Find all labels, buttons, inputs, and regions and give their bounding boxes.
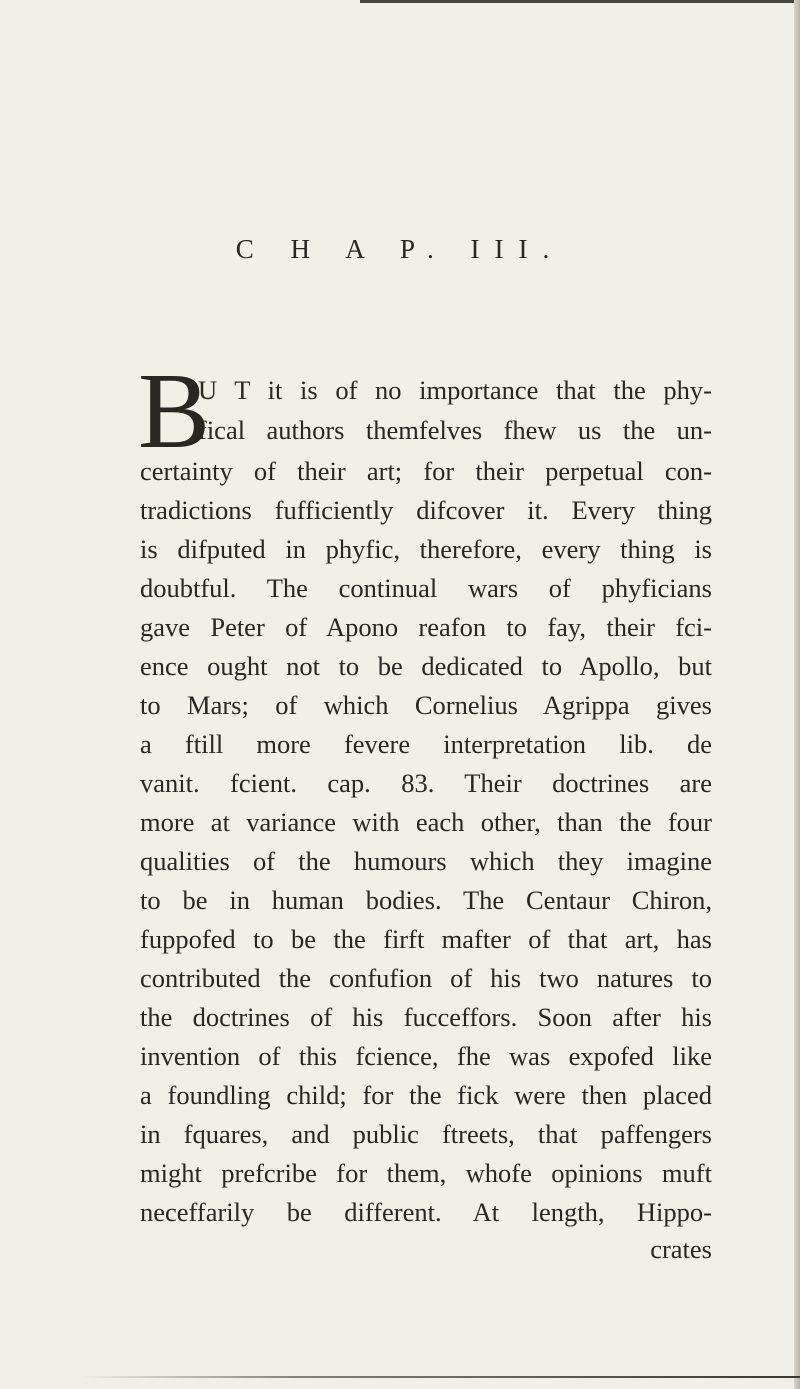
text-line-15: fuppofed to be the firft mafter of that art, has <box>140 924 712 954</box>
text-line-3: certainty of their art; for their perpetual con- <box>140 456 712 486</box>
text-line-6: doubtful. The continual wars of phyficians <box>140 573 712 603</box>
top-edge-rule <box>360 0 800 3</box>
bottom-edge-rule <box>80 1376 800 1378</box>
page-edge-shadow <box>794 0 800 1389</box>
chapter-heading: C H A P. III. <box>235 234 565 264</box>
text-line-21: might prefcribe for them, whofe opinions muft <box>140 1158 712 1188</box>
text-line-18: invention of this fcience, fhe was expofed like <box>140 1041 712 1071</box>
text-line-16: contributed the confufion of his two natures to <box>140 963 712 993</box>
text-line-9: to Mars; of which Cornelius Agrippa gives <box>140 690 712 720</box>
text-line-19: a foundling child; for the fick were then placed <box>140 1080 712 1110</box>
text-line-2: fical authors themfelves fhew us the un- <box>198 415 712 445</box>
text-line-7: gave Peter of Apono reafon to fay, their fci- <box>140 612 712 642</box>
text-line-13: qualities of the humours which they imagine <box>140 846 712 876</box>
text-line-5: is difputed in phyfic, therefore, every thing is <box>140 534 712 564</box>
text-line-1: U T it is of no importance that the phy- <box>198 375 712 405</box>
text-line-17: the doctrines of his fucceffors. Soon after his <box>140 1002 712 1032</box>
text-line-12: more at variance with each other, than the four <box>140 807 712 837</box>
text-line-20: in fquares, and public ftreets, that paffengers <box>140 1119 712 1149</box>
text-line-14: to be in human bodies. The Centaur Chiron, <box>140 885 712 915</box>
catchword: crates <box>650 1234 712 1264</box>
drop-cap: B <box>138 352 211 471</box>
text-line-4: tradictions fufficiently difcover it. Every thing <box>140 495 712 525</box>
text-line-10: a ftill more fevere interpretation lib. de <box>140 729 712 759</box>
text-line-11: vanit. fcient. cap. 83. Their doctrines are <box>140 768 712 798</box>
text-line-8: ence ought not to be dedicated to Apollo, but <box>140 651 712 681</box>
text-line-22: neceffarily be different. At length, Hippo- <box>140 1197 712 1227</box>
